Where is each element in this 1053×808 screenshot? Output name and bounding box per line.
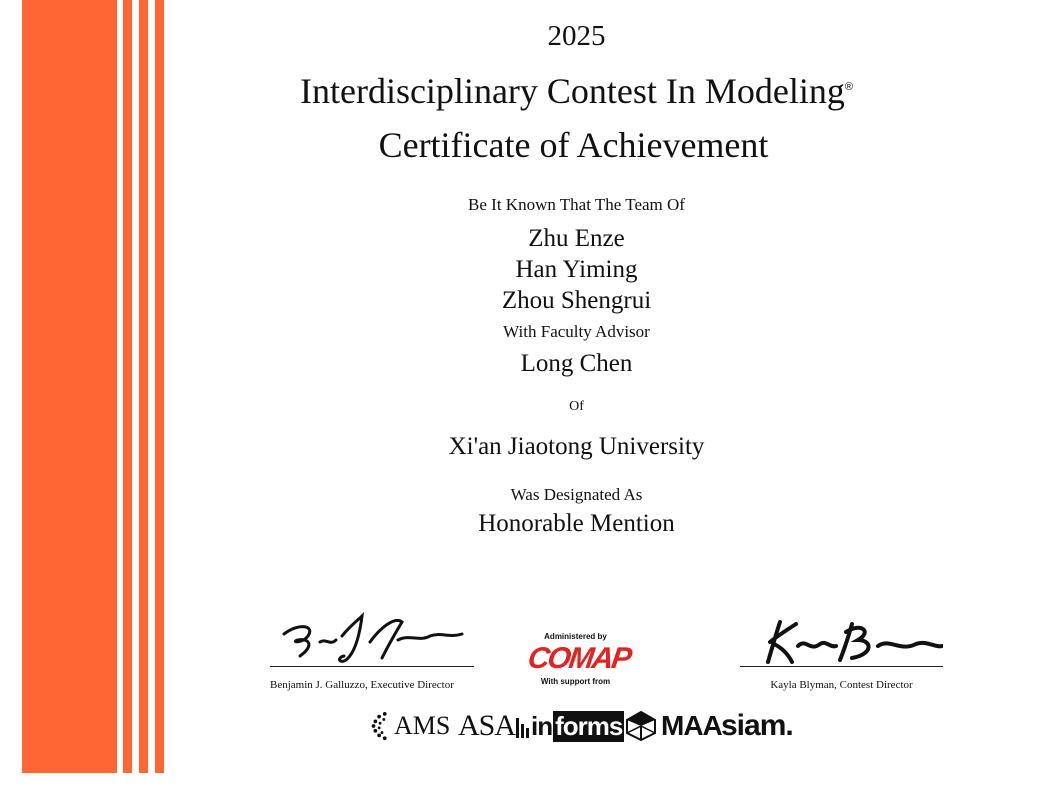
- team-member-1: Zhu Enze: [528, 225, 625, 252]
- siam-text: siam.: [721, 709, 793, 742]
- signature-caption-left: Benjamin J. Galluzzo, Executive Director: [270, 679, 454, 691]
- signature-caption-right: Kayla Blyman, Contest Director: [770, 679, 913, 691]
- comap-logo: COMAP: [525, 642, 633, 675]
- stripe-thin-3: [155, 0, 164, 773]
- informs-box: forms: [555, 710, 623, 741]
- maa-text: MAA: [661, 710, 722, 741]
- advisor-label: With Faculty Advisor: [503, 322, 650, 341]
- siam-logo: [721, 706, 793, 746]
- administered-by-label: Administered by: [544, 632, 607, 641]
- award-designation: Honorable Mention: [478, 510, 675, 537]
- support-label: With support from: [540, 677, 611, 686]
- ams-logo: [370, 706, 450, 746]
- team-member-3: Zhou Shengrui: [501, 287, 652, 314]
- ams-dots-icon: [370, 711, 392, 741]
- ams-text: AMS: [394, 711, 451, 740]
- maa-polyhedron-icon: [625, 711, 657, 741]
- signature-block-right: [740, 618, 943, 691]
- registered-mark: ®: [844, 81, 853, 93]
- asa-bars-icon: [515, 714, 529, 738]
- contest-name: [0, 70, 1053, 112]
- informs-logo: [531, 706, 624, 746]
- signature-block-left: [270, 612, 474, 691]
- asa-logo: [458, 706, 529, 746]
- university-name: Xi'an Jiaotong University: [448, 433, 705, 460]
- signature-line-left: [270, 666, 474, 667]
- signature-line-right: [740, 666, 943, 667]
- informs-prefix: in: [531, 710, 553, 741]
- signature-blyman: [740, 618, 943, 666]
- maa-logo: [625, 706, 722, 746]
- asa-text: ASA: [458, 709, 516, 742]
- comap-block: [525, 632, 633, 686]
- certificate-title: Certificate of Achievement: [378, 125, 769, 165]
- team-member-2: Han Yiming: [515, 256, 638, 283]
- certificate-year: 2025: [547, 20, 606, 52]
- sponsor-logos: [370, 706, 810, 746]
- of-label: Of: [569, 399, 584, 414]
- signature-galluzzo: [270, 612, 474, 666]
- stripe-wide: [22, 0, 117, 773]
- designation-label: Was Designated As: [510, 485, 643, 504]
- contest-name-text: Interdisciplinary Contest In Modeling: [299, 71, 845, 111]
- advisor-name: Long Chen: [520, 350, 633, 377]
- stripe-thin-2: [139, 0, 148, 773]
- intro-text: Be It Known That The Team Of: [468, 195, 685, 214]
- decorative-stripes: [22, 0, 164, 773]
- stripe-thin-1: [123, 0, 132, 773]
